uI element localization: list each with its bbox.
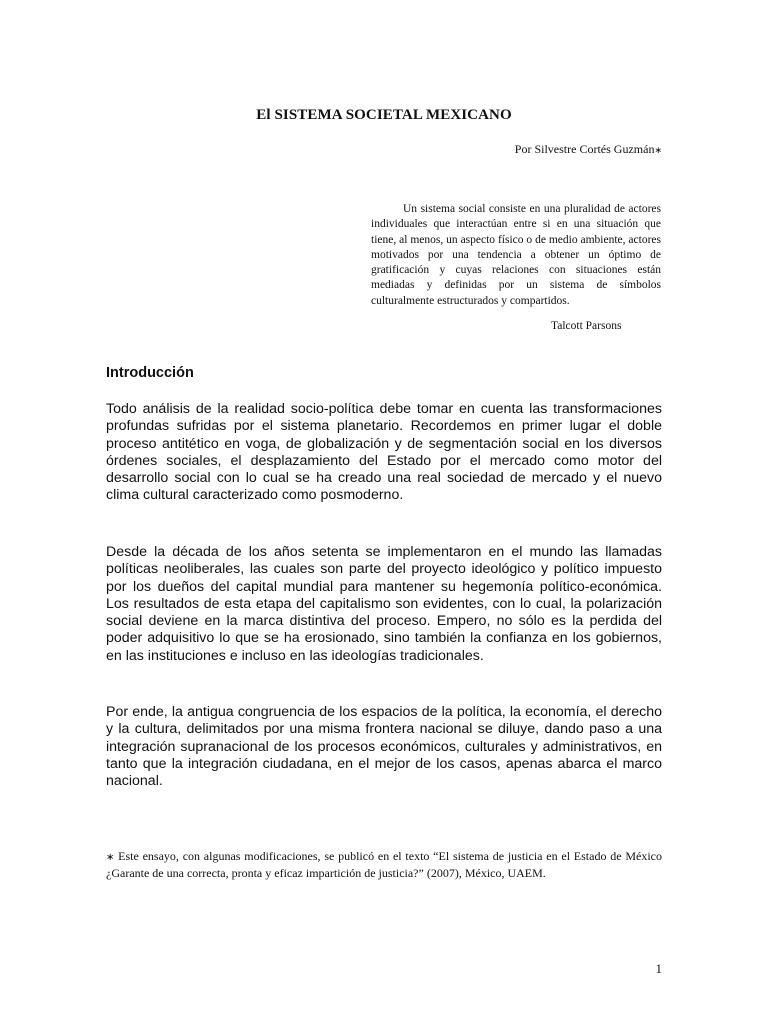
epigraph-quote: Un sistema social consiste en una pluralidad de actores individuales que interactúan entre si en una situación que tiene, al menos, un aspecto físico o de medio ambiente, actores motivados por una tendencia a obtener un óptimo de gratificación y cuyas relaciones con situaciones están mediadas y definidas por un sistema de símbolos culturalmente estructurados y compartidos. bbox=[371, 203, 661, 307]
footnote-text: Este ensayo, con algunas modificaciones, se publicó en el texto “El sistema de justicia en el Estado de México ¿Garante de una correcta, pronta y eficaz impartición de justicia?” (2007), México, UAEM. bbox=[106, 849, 662, 880]
author-footnote-mark: ∗ bbox=[654, 145, 662, 155]
body-paragraph: Todo análisis de la realidad socio-política debe tomar en cuenta las transformaciones profundas sufridas por el sistema planetario. Recordemos en primer lugar el doble proceso antitético en voga, de globalización y de segmentación social en los diversos órdenes sociales, el desplazamiento del Estado por el mercado como motor del desarrollo social con lo cual se ha creado una real sociedad de mercado y el nuevo clima cultural caracterizado como posmoderno. bbox=[106, 401, 662, 504]
document-title: El SISTEMA SOCIETAL MEXICANO bbox=[256, 107, 512, 123]
author-name: Por Silvestre Cortés Guzmán bbox=[514, 142, 655, 156]
section-heading: Introducción bbox=[106, 365, 194, 381]
body-paragraph: Desde la década de los años setenta se implementaron en el mundo las llamadas políticas neoliberales, las cuales son parte del proyecto ideológico y político impuesto por los dueños del capital mundial para mantener su hegemonía político-económica. Los resultados de esta etapa del capitalismo son evidentes, con lo cual, la polarización social deviene en la marca distintiva del proceso. Empero, no sólo es la perdida del poder adquisitivo lo que se ha erosionado, sino también la confianza en los gobiernos, en las instituciones e incluso en las ideologías tradicionales. bbox=[106, 544, 662, 664]
epigraph-attribution: Talcott Parsons bbox=[551, 320, 622, 332]
footnote-mark: ∗ bbox=[106, 852, 115, 863]
body-paragraph: Por ende, la antigua congruencia de los espacios de la política, la economía, el derecho y la cultura, delimitados por una misma frontera nacional se diluye, dando paso a una integración supranacional de los procesos económicos, culturales y administrativos, en tanto que la integración ciudadana, en el mejor de los casos, apenas abarca el marco nacional. bbox=[106, 704, 662, 790]
footnote bbox=[106, 849, 662, 881]
page-number: 1 bbox=[655, 961, 662, 976]
author-line bbox=[515, 142, 662, 157]
